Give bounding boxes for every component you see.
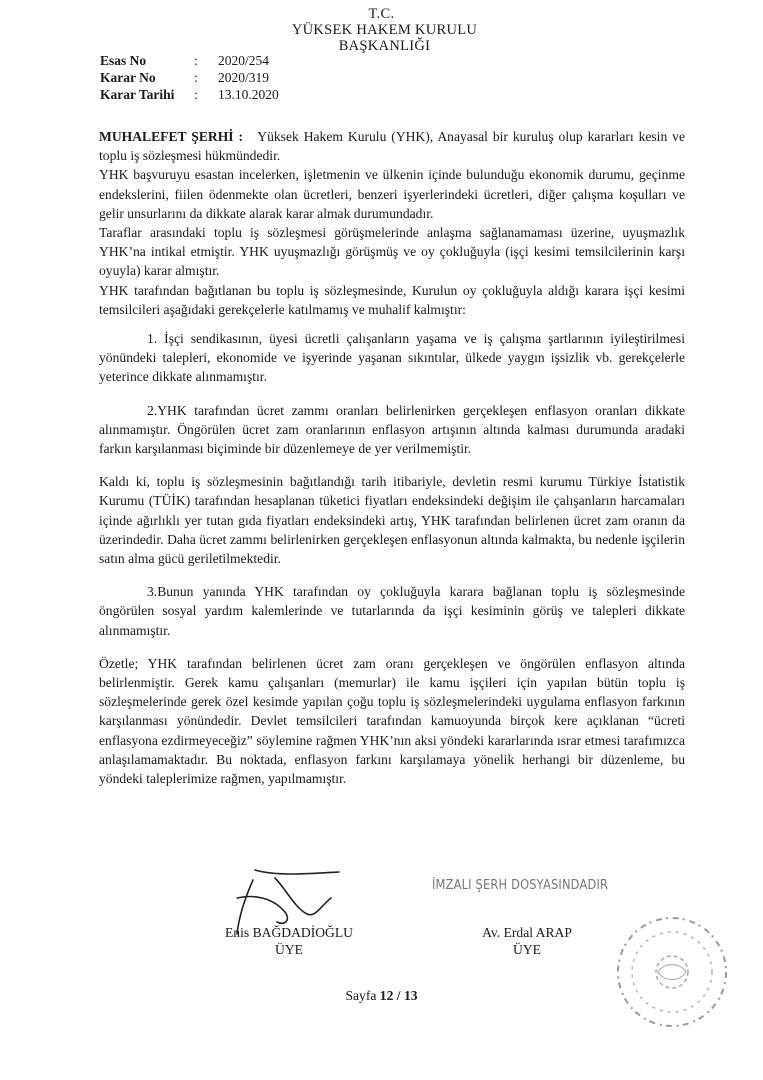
spacer: [99, 568, 685, 582]
meta-value: 13.10.2020: [218, 87, 279, 102]
meta-value: 2020/319: [218, 70, 270, 85]
signatory-right: [462, 924, 592, 958]
case-metadata: [100, 52, 279, 103]
document-header: [0, 6, 763, 54]
meta-separator: :: [194, 53, 198, 68]
signatory-right-name: Av. Erdal ARAP: [482, 925, 572, 940]
paragraph-review: YHK başvuruyu esastan incelerken, işletmenin ve ülkenin içinde bulunduğu ekonomik durumu, geçinme endekslerini, fiilen ödenmekte olan ücretleri, benzeri işyerlerindeki ücretleri, diğer çalışma koşulları ve gelir unsurlarını da dikkate alarak karar almak durumundadır.: [99, 167, 685, 221]
signatory-left-role: ÜYE: [275, 942, 303, 957]
page-footer: [0, 988, 763, 1004]
header-institution: YÜKSEK HAKEM KURULU: [291, 22, 478, 38]
paragraph-dispute: Taraflar arasındaki toplu iş sözleşmesi görüşmelerinde anlaşma sağlanamaması üzerine, uyuşmazlık YHK’na intikal etmiştir. YHK uyuşmazlığı görüşmüş ve oy çokluğuyla (işçi kesimi temsilcilerinin karşı oyuyla) karar almıştır.: [99, 225, 685, 279]
signature-on-file-stamp: İMZALI ŞERH DOSYASINDADIR: [432, 878, 609, 893]
spacer: [99, 458, 685, 472]
meta-row-karar: [100, 69, 279, 86]
meta-row-tarih: [100, 86, 279, 103]
meta-value: 2020/254: [218, 53, 270, 68]
paragraph-intro: [99, 127, 685, 165]
paragraph-summary: Özetle; YHK tarafından belirlenen ücret zam oranı gerçekleşen ve öngörülen enflasyon altında belirlenmiştir. Gerek kamu çalışanları (memurlar) ile kamu işçileri için yapılan bütün toplu iş sözleşmelerinde gerek özel kesimde yapılan çoğu toplu iş sözleşmelerindeki uygulama enflasyon farkının karşılanması yönündedir. Devlet temsilcileri tarafından kamuoyunda birçok kere açıklanan “ücreti enflasyona ezdirmeyeceğiz” söylemine rağmen YHK’nın aksi yöndeki kararlarında ısrar etmesi tarafımızca anlaşılamamaktadır. Bu noktada, enflasyon farkını karşılamaya yönelik herhangi bir düzenleme, bu yöndeki taleplerimize rağmen, yapılmamıştır.: [99, 655, 685, 787]
header-tc: T.C.: [368, 6, 395, 22]
meta-label: Karar No: [100, 70, 156, 85]
signatory-left: [214, 924, 364, 958]
signatory-right-role: ÜYE: [513, 942, 541, 957]
dissent-heading: MUHALEFET ŞERHİ :: [99, 129, 244, 144]
paragraph-objection: YHK tarafından bağıtlanan bu toplu iş sözleşmesinde, Kurulun oy çokluğuyla aldığı karara işçi kesimi temsilcileri aşağıdaki gerekçelerle katılmamış ve muhalif kalmıştır:: [99, 282, 685, 317]
spacer: [99, 387, 685, 401]
spacer: [99, 319, 685, 329]
official-seal-icon: [612, 912, 732, 1032]
meta-label: Karar Tarihi: [100, 87, 175, 102]
signatory-left-name: Enis BAĞDADİOĞLU: [225, 925, 353, 940]
meta-separator: :: [194, 70, 198, 85]
paragraph-inflation: Kaldı ki, toplu iş sözleşmesinin bağıtlandığı tarih itibariyle, devletin resmi kurumu Türkiye İstatistik Kurumu (TÜİK) tarafından hesaplanan tüketici fiyatları endeksindeki değişim ile çalışanların harcamaları içinde ağırlıklı yer tutan gıda fiyatları endeksindeki artış, YHK tarafından belirlenen ücret zam oranın da üzerindedir. Daha ücret zammı belirlenirken gerçekleşen enflasyonun altında kalmakta, bu nedenle işçilerin satın alma gücü geriletilmektedir.: [99, 474, 685, 567]
meta-label: Esas No: [100, 53, 147, 68]
intro-text: Yüksek Hakem Kurulu (YHK), Anayasal bir kuruluş olup kararları kesin ve toplu iş sözleşmesi hükmündedir.: [99, 129, 685, 164]
reason-item-3: 3.Bunun yanında YHK tarafından oy çokluğuyla karara bağlanan toplu iş sözleşmesinde öngörülen sosyal yardım kalemlerinde ve tutarlarında da işçi kesiminin görüş ve talepleri dikkate alınmamıştır.: [99, 584, 685, 638]
meta-separator: :: [194, 87, 198, 102]
reason-item-2: 2.YHK tarafından ücret zammı oranları belirlenirken gerçekleşen enflasyon oranları dikkate alınmamıştır. Öngörülen ücret zam oranlarının enflasyon artışının altında kalması durumunda aradaki farkın karşılanması biçiminde bir düzenlemeye de yer verilmemiştir.: [99, 402, 685, 457]
spacer: [99, 640, 685, 654]
page-label: Sayfa: [345, 988, 377, 1003]
reason-item-1: 1. İşçi sendikasının, üyesi ücretli çalışanların yaşama ve iş çalışma şartlarının iyileştirilmesi yönündeki talepleri, ekonomide ve işyerinde yaşanan sıkıntılar, ülkede yaygın işsizlik vb. gerekçelerle yeterince dikkate alınmamıştır.: [99, 331, 685, 385]
page-number: 12 / 13: [379, 988, 418, 1003]
meta-row-esas: [100, 52, 279, 69]
header-department: BAŞKANLIĞI: [338, 38, 431, 54]
document-body: [99, 127, 685, 788]
